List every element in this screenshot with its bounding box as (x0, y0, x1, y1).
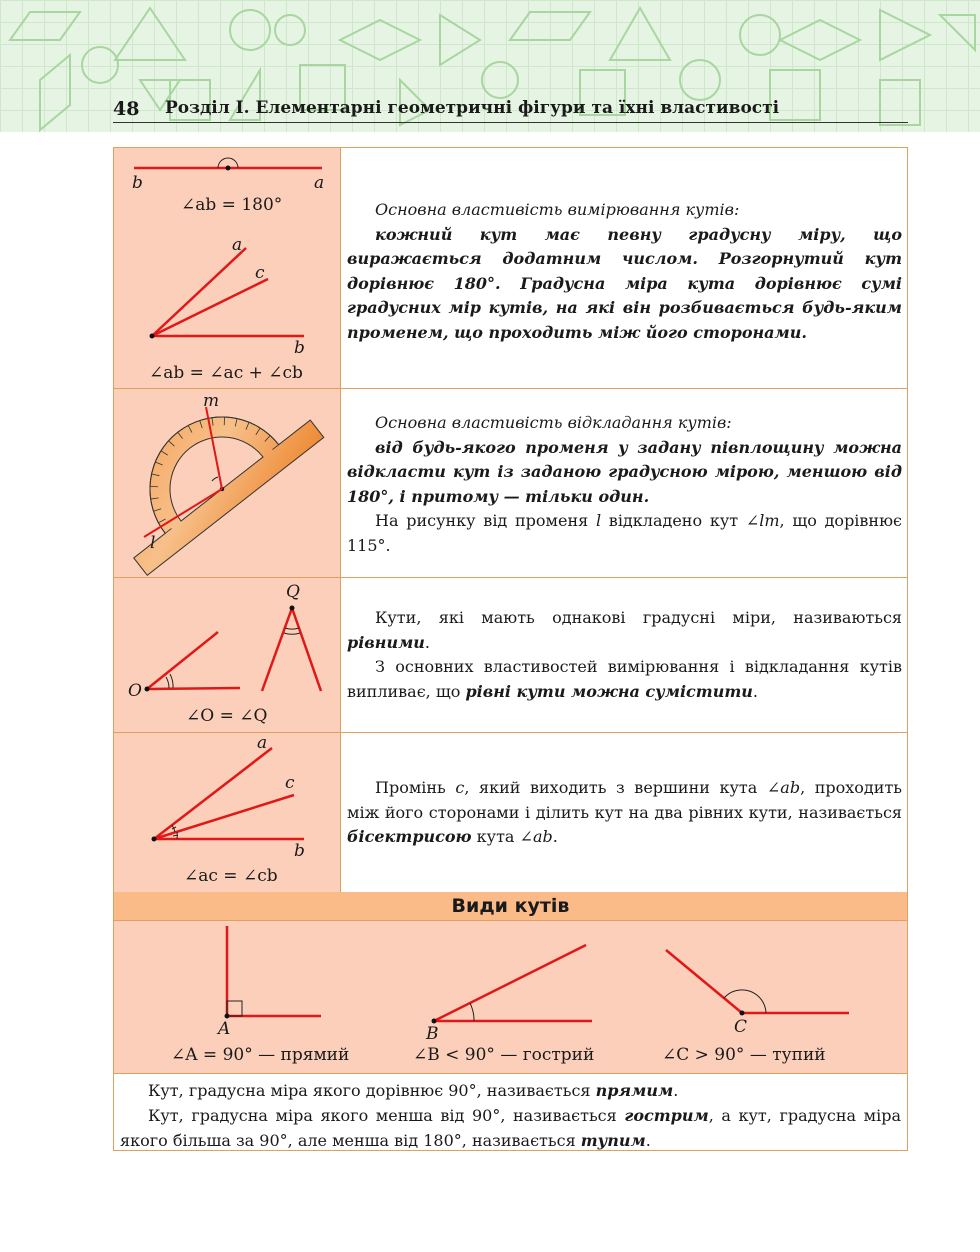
bis-text-2: , який виходить з вершини кута (464, 778, 767, 797)
label-a-2: a (232, 235, 243, 255)
row-bisector (114, 733, 907, 892)
definition-right (120, 1078, 901, 1103)
row-measurement (114, 148, 907, 389)
label-b-bisector: b (294, 841, 305, 861)
equation-straight-angle: ∠ab = 180° (181, 195, 283, 215)
term-superimpose: рівні кути можна сумістити (465, 681, 753, 701)
figure-equal-angles (114, 578, 341, 732)
term-equal: рівними (347, 632, 425, 652)
bis-angle-ab: ∠ab (766, 778, 801, 797)
label-m: m (203, 391, 220, 411)
term-bisector: бісектрисою (347, 827, 472, 846)
note-text-1: На рисунку від променя (375, 511, 596, 530)
cor-text-2: . (752, 681, 758, 701)
note-text-2: відкладено кут (601, 511, 746, 530)
label-O: O (128, 681, 142, 701)
bis-ray-c: c (455, 778, 465, 797)
text-measurement (347, 198, 902, 345)
note-text-3: , що дорівнює 115°. (347, 511, 902, 555)
label-b-2: b (294, 338, 305, 358)
note-laying-off (347, 509, 902, 558)
kinds-heading: Види кутів (114, 892, 907, 921)
header-rule (113, 122, 908, 123)
content-table (113, 147, 908, 1151)
figure-bisector (114, 733, 341, 892)
figure-measurement-drawing (114, 148, 341, 389)
bis-angle-ab-2: ∠ab (519, 827, 553, 846)
label-c: c (255, 263, 265, 283)
text-equal-angles (347, 606, 902, 704)
vertex-A: A (218, 1019, 231, 1039)
bis-text-4: кута (471, 827, 520, 846)
definition-bisector (347, 776, 902, 850)
bis-text-1: Промінь (375, 778, 456, 797)
term-right: прямим (595, 1081, 674, 1100)
equation-angle-sum: ∠ab = ∠ac + ∠cb (149, 363, 303, 383)
body-measurement: кожний кут має певну градусну міру, що виражається додатним числом. Розгорнутий кут дорівнює 180°. Градусна міра кута дорівнює сумі градусних мір кутів, на які він розбивається будь-яким променем, що проходить між його сторонами. (347, 224, 902, 342)
term-acute: гострим (624, 1106, 709, 1125)
heading-laying-off: Основна властивість відкладання кутів: (375, 413, 732, 432)
def-text-2: . (424, 632, 431, 652)
acute-text-1: Кут, градусна міра якого менша від 90°, називається (148, 1106, 625, 1125)
corollary-equal-angles (347, 655, 902, 704)
page-number: 48 (113, 98, 140, 120)
acute-text-2: , а кут, градусна міра якого більша за 90°, але менша від 180°, називається (120, 1106, 902, 1150)
label-Q: Q (286, 582, 300, 602)
caption-acute-angle: ∠B < 90° — гострий (413, 1045, 595, 1065)
heading-measurement: Основна властивість вимірювання кутів: (375, 200, 740, 219)
text-kinds-definitions (120, 1078, 901, 1153)
equation-equal-angles: ∠O = ∠Q (186, 706, 268, 726)
label-a-bisector: a (257, 733, 268, 753)
definition-acute-obtuse (120, 1103, 901, 1153)
caption-right-angle: ∠A = 90° — прямий (171, 1045, 350, 1065)
right-text-2: . (673, 1081, 679, 1100)
note-angle: ∠lm (745, 511, 780, 530)
bis-text-5: . (552, 827, 558, 846)
kinds-figures (114, 921, 907, 1074)
acute-text-3: . (645, 1131, 651, 1150)
figure-measurement (114, 148, 341, 388)
note-ray-l: l (595, 511, 602, 530)
label-b: b (132, 173, 143, 193)
body-laying-off: від будь-якого променя у задану півплощину можна відкласти кут із заданою градусною мірою, меншою від 180°, і притому — тільки один. (347, 437, 902, 506)
def-text-1: Кути, які мають однакові градусні міри, називаються (375, 608, 902, 627)
text-laying-off (347, 411, 902, 558)
figure-protractor (114, 389, 341, 577)
label-c-bisector: c (285, 773, 295, 793)
row-laying-off (114, 389, 907, 578)
cor-text-1: З основних властивостей вимірювання і відкладання кутів випливає, що (347, 657, 902, 701)
protractor-drawing (114, 389, 341, 578)
label-a: a (314, 173, 325, 193)
definition-equal-angles (347, 606, 902, 655)
right-text-1: Кут, градусна міра якого дорівнює 90°, називається (148, 1081, 596, 1100)
vertex-B: B (426, 1024, 439, 1044)
equation-bisector: ∠ac = ∠cb (184, 866, 278, 886)
caption-obtuse-angle: ∠C > 90° — тупий (662, 1045, 826, 1065)
vertex-C: C (734, 1017, 748, 1037)
bis-text-3: , проходить між його сторонами і ділить кут на два рівних кути, називається (347, 778, 903, 822)
term-obtuse: тупим (580, 1131, 646, 1150)
text-bisector (347, 776, 902, 850)
label-l: l (150, 533, 156, 553)
row-equal-angles (114, 578, 907, 733)
page-title: Розділ І. Елементарні геометричні фігури та їхні властивості (165, 98, 780, 118)
